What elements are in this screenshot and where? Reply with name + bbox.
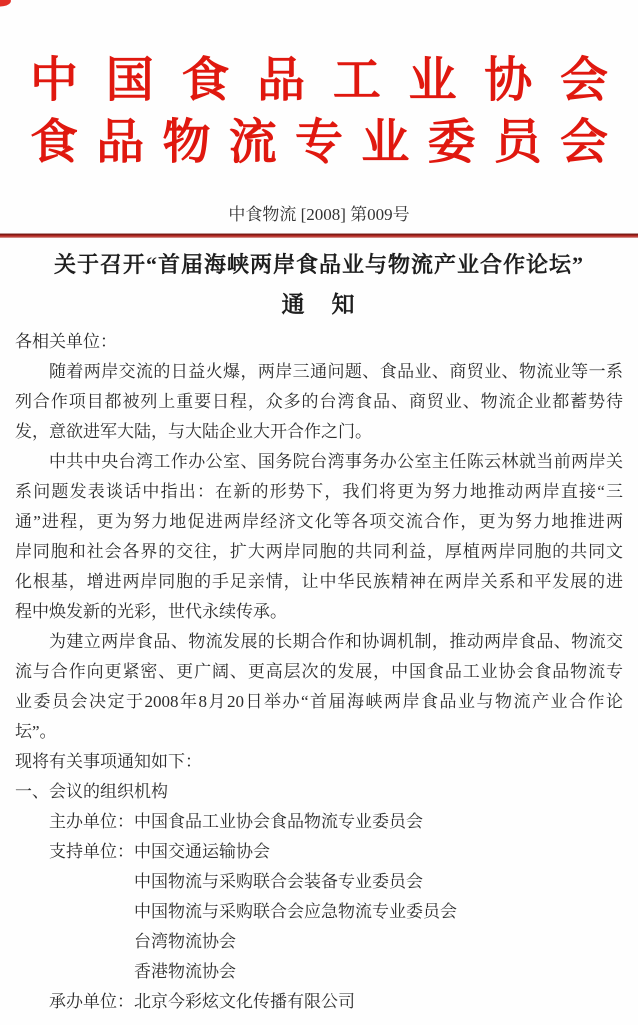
closing-intro: 现将有关事项通知如下：	[15, 752, 202, 771]
paragraph-line: 中共中央台湾工作办公室、国务院台湾事务办公室主任陈云林就当前两岸关	[49, 452, 623, 471]
org-row	[15, 837, 623, 867]
org-name-line-1: 中国食品工业协会	[30, 54, 608, 107]
org-row	[15, 957, 623, 987]
org-row	[15, 807, 623, 837]
org-row	[15, 867, 623, 897]
org-label	[49, 927, 134, 957]
scan-artifact	[0, 0, 11, 7]
org-value: 中国食品工业协会食品物流专业委员会	[134, 812, 423, 831]
section-heading: 一、会议的组织机构	[15, 782, 168, 801]
document-body	[15, 327, 623, 1017]
salutation: 各相关单位：	[15, 332, 117, 351]
paragraph-line: 通”进程，更为努力地促进两岸经济文化等各项交流合作，更为努力地推进两	[15, 512, 623, 531]
org-row	[15, 987, 623, 1017]
paragraph-line: 岸同胞和社会各界的交往，扩大两岸同胞的共同利益，厚植两岸同胞的共同文	[15, 542, 623, 561]
org-value: 中国物流与采购联合会应急物流专业委员会	[134, 902, 457, 921]
notice-title: 关于召开“首届海峡两岸食品业与物流产业合作论坛”	[53, 252, 584, 277]
paragraph-line: 随着两岸交流的日益火爆，两岸三通问题、食品业、商贸业、物流业等一系	[49, 362, 623, 381]
org-row	[15, 897, 623, 927]
paragraph-line: 系问题发表谈话中指出：在新的形势下，我们将更为努力地推动两岸直接“三	[15, 482, 623, 501]
org-value: 中国交通运输协会	[134, 842, 270, 861]
org-label: 支持单位：	[49, 842, 134, 861]
doc-number: 中食物流 [2008] 第009号	[228, 205, 410, 224]
org-label: 主办单位：	[49, 812, 134, 831]
org-label: 承办单位：	[49, 992, 134, 1011]
paragraphs	[15, 357, 623, 747]
notice-subtitle: 通 知	[281, 292, 357, 317]
org-value: 香港物流协会	[134, 962, 236, 981]
paragraph-line: 发，意欲进军大陆，与大陆企业大开合作之门。	[15, 422, 372, 441]
paragraph-line: 列合作项目都被列上重要日程，众多的台湾食品、商贸业、物流企业都蓄势待	[15, 392, 623, 411]
org-value: 中国物流与采购联合会装备专业委员会	[134, 872, 423, 891]
org-label	[49, 867, 134, 897]
org-value: 北京今彩炫文化传播有限公司	[134, 992, 355, 1011]
org-list	[15, 807, 623, 1017]
paragraph-line: 坛”。	[15, 722, 57, 741]
paragraph-line: 流与合作向更紧密、更广阔、更高层次的发展，中国食品工业协会食品物流专	[15, 662, 623, 681]
org-row	[15, 927, 623, 957]
red-divider	[0, 233, 638, 238]
org-name-line-2: 食品物流专业委员会	[30, 116, 608, 169]
paragraph-line: 程中焕发新的光彩，世代永续传承。	[15, 602, 287, 621]
paragraph-line: 化根基，增进两岸同胞的手足亲情，让中华民族精神在两岸关系和平发展的进	[15, 572, 623, 591]
paragraph-line: 为建立两岸食品、物流发展的长期合作和协调机制，推动两岸食品、物流交	[49, 632, 623, 651]
org-value: 台湾物流协会	[134, 932, 236, 951]
org-label	[49, 897, 134, 927]
paragraph-line: 业委员会决定于2008年8月20日举办“首届海峡两岸食品业与物流产业合作论	[15, 692, 623, 711]
letterhead	[30, 50, 608, 174]
org-label	[49, 957, 134, 987]
